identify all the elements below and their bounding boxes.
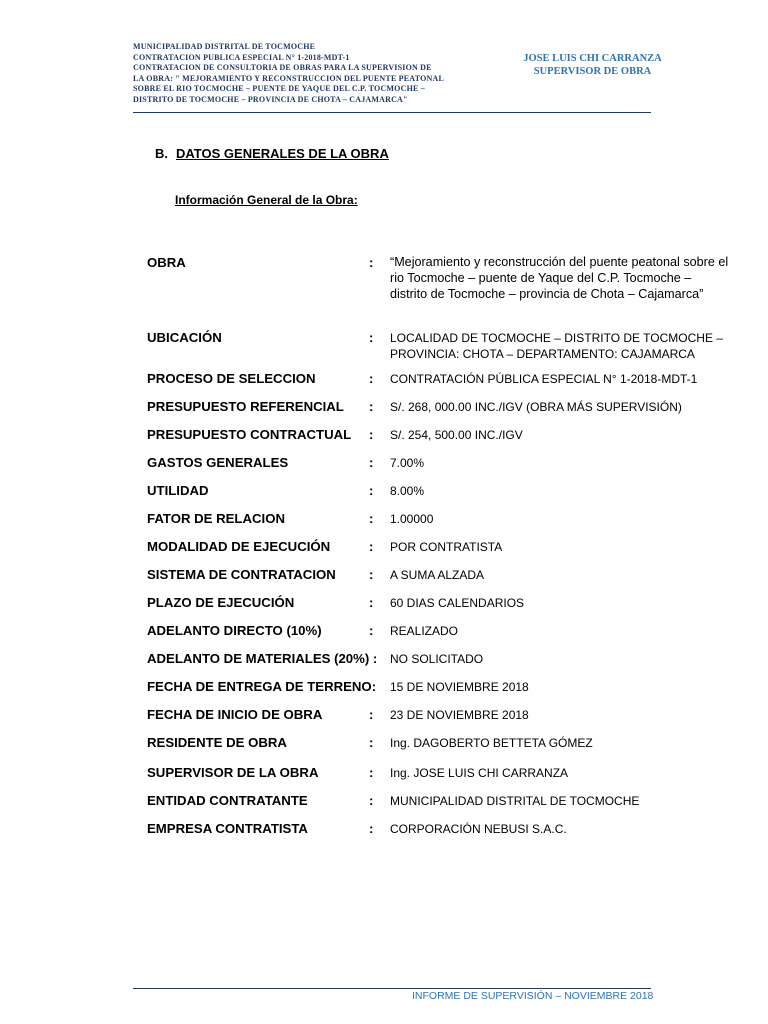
row-colon: :: [369, 567, 374, 582]
row-colon: :: [369, 821, 374, 836]
footer-text: INFORME DE SUPERVISIÓN – NOVIEMBRE 2018: [412, 990, 654, 1002]
row-value: 23 DE NOVIEMBRE 2018: [390, 708, 529, 722]
row-value: Ing. JOSE LUIS CHI CARRANZA: [390, 766, 569, 780]
row-value: 60 DIAS CALENDARIOS: [390, 596, 525, 610]
row-colon: :: [369, 511, 374, 526]
footer-divider: [133, 988, 651, 989]
row-colon: :: [369, 595, 374, 610]
header-line: CONTRATACION DE CONSULTORIA DE OBRAS PARA LA SUPERVISION DE: [133, 63, 432, 72]
row-colon: :: [369, 793, 374, 808]
row-value: LOCALIDAD DE TOCMOCHE – DISTRITO DE TOCMOCHE – PROVINCIA: CHOTA – DEPARTAMENTO: CAJAMARCA: [390, 331, 723, 361]
row-value: REALIZADO: [390, 624, 459, 638]
row-colon: :: [369, 539, 374, 554]
row-colon: :: [369, 707, 374, 722]
row-value: POR CONTRATISTA: [390, 540, 503, 554]
row-colon: :: [369, 255, 374, 270]
row-label: PROCESO DE SELECCION: [147, 371, 316, 386]
row-label: ADELANTO DE MATERIALES (20%) :: [147, 651, 378, 666]
row-colon: :: [369, 330, 374, 345]
header-line: SOBRE EL RIO TOCMOCHE – PUENTE DE YAQUE DEL C.P. TOCMOCHE –: [133, 84, 425, 93]
row-colon: :: [369, 399, 374, 414]
row-value: MUNICIPALIDAD DISTRITAL DE TOCMOCHE: [390, 794, 640, 808]
row-label: UBICACIÓN: [147, 330, 222, 345]
row-label: PRESUPUESTO CONTRACTUAL: [147, 427, 352, 442]
row-value: S/. 268, 000.00 INC./IGV (OBRA MÁS SUPERVISIÓN): [390, 400, 682, 414]
row-colon: :: [369, 735, 374, 750]
row-label: SISTEMA DE CONTRATACION: [147, 567, 336, 582]
row-value: “Mejoramiento y reconstrucción del puente peatonal sobre el rio Tocmoche – puente de Yaque del C.P. Tocmoche – distrito de Tocmoche – provincia de Chota – Cajamarca”: [390, 255, 729, 301]
row-colon: :: [369, 371, 374, 386]
row-value: NO SOLICITADO: [390, 652, 484, 666]
row-value: CONTRATACIÓN PÚBLICA ESPECIAL N° 1-2018-MDT-1: [390, 372, 698, 386]
supervisor-name: JOSE LUIS CHI CARRANZA: [523, 53, 662, 64]
row-value: 7.00%: [390, 456, 425, 470]
row-value: 1.00000: [390, 512, 434, 526]
supervisor-role: SUPERVISOR DE OBRA: [533, 66, 652, 77]
header-line: LA OBRA: " MEJORAMIENTO Y RECONSTRUCCION DEL PUENTE PEATONAL: [133, 73, 444, 83]
row-colon: :: [369, 483, 374, 498]
row-label: MODALIDAD DE EJECUCIÓN: [147, 539, 331, 554]
header-line: DISTRITO DE TOCMOCHE – PROVINCIA DE CHOTA – CAJAMARCA": [133, 94, 408, 104]
row-label: PRESUPUESTO REFERENCIAL: [147, 399, 344, 414]
section-subtitle: Información General de la Obra:: [175, 193, 358, 207]
row-label: UTILIDAD: [147, 483, 209, 498]
header-line: MUNICIPALIDAD DISTRITAL DE TOCMOCHE: [133, 42, 316, 51]
row-colon: :: [369, 455, 374, 470]
section-title: [155, 146, 389, 161]
header-line: CONTRATACION PUBLICA ESPECIAL N° 1-2018-MDT-1: [133, 52, 350, 62]
row-value: Ing. DAGOBERTO BETTETA GÓMEZ: [390, 736, 593, 750]
row-label: ENTIDAD CONTRATANTE: [147, 793, 308, 808]
header-divider: [133, 112, 651, 113]
row-value: 8.00%: [390, 484, 425, 498]
row-label: SUPERVISOR DE LA OBRA: [147, 765, 319, 780]
row-colon: :: [369, 427, 374, 442]
row-label: FECHA DE ENTREGA DE TERRENO:: [147, 679, 377, 694]
row-label: EMPRESA CONTRATISTA: [147, 821, 308, 836]
row-value: S/. 254, 500.00 INC./IGV: [390, 428, 523, 442]
row-value: A SUMA ALZADA: [390, 568, 485, 582]
row-label: RESIDENTE DE OBRA: [147, 735, 287, 750]
section-heading: DATOS GENERALES DE LA OBRA: [176, 146, 389, 161]
row-label: FATOR DE RELACION: [147, 511, 285, 526]
section-number: B.: [155, 146, 168, 161]
row-label: ADELANTO DIRECTO (10%): [147, 623, 322, 638]
row-colon: :: [369, 765, 374, 780]
row-label: PLAZO DE EJECUCIÓN: [147, 595, 295, 610]
row-value: CORPORACIÓN NEBUSI S.A.C.: [390, 822, 567, 836]
row-label: FECHA DE INICIO DE OBRA: [147, 707, 323, 722]
row-colon: :: [369, 623, 374, 638]
header-right-block: [500, 52, 685, 78]
header-left-block: [133, 42, 453, 105]
row-label: GASTOS GENERALES: [147, 455, 289, 470]
row-value: 15 DE NOVIEMBRE 2018: [390, 680, 529, 694]
row-label: OBRA: [147, 255, 186, 270]
